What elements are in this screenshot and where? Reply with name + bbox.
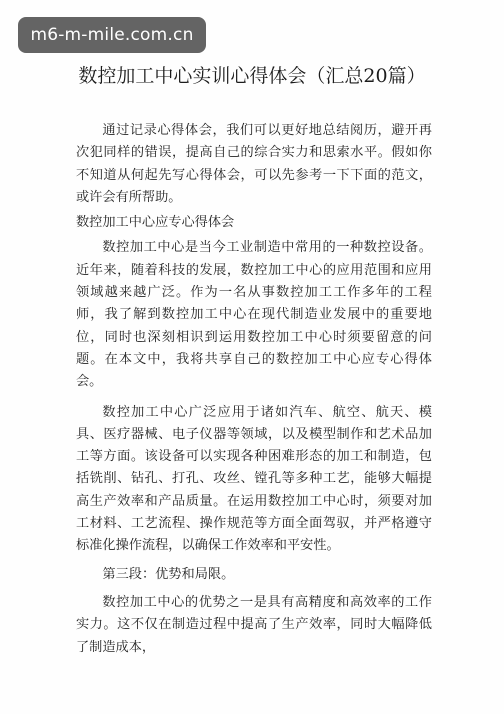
intro-paragraph: 通过记录心得体会，我们可以更好地总结阅历，避开再次犯同样的错误，提高自己的综合实力和思索水平。假如你不知道从何起先写心得体会，可以先参考一下下面的范文，或许会有所帮助。 <box>76 123 432 205</box>
body-paragraph: 数控加工中心是当今工业制造中常用的一种数控设备。近年来，随着科技的发展，数控加工中心的应用范围和应用领域越来越广泛。作为一名从事数控加工工作多年的工程师，我了解到数控加工中心在现代制造业发展中的重要地位，同时也深刻相识到运用数控加工中心时须要留意的问题。在本文中，我将共享自己的数控加工中心应专心得体会。 <box>76 240 432 390</box>
closing-paragraph: 数控加工中心的优势之一是具有高精度和高效率的工作实力。这不仅在制造过程中提高了生产效率，同时大幅降低了制造成本， <box>76 594 432 655</box>
section-heading: 数控加工中心应专心得体会 <box>76 215 235 231</box>
document-title: 数控加工中心实训心得体会（汇总20篇） <box>78 65 426 87</box>
site-watermark: m6-m-mile.com.cn <box>18 17 206 53</box>
document-body <box>76 120 432 659</box>
step-heading: 第三段：优势和局限。 <box>102 566 235 582</box>
body-paragraph: 数控加工中心广泛应用于诸如汽车、航空、航天、模具、医疗器械、电子仪器等领域，以及模型制作和艺术品加工等方面。该设备可以实现各种困难形态的加工和制造，包括铣削、钻孔、打孔、攻丝、镗孔等多种工艺，能够大幅提高生产效率和产品质量。在运用数控加工中心时，须要对加工材料、工艺流程、操作规范等方面全面驾驭，并严格遵守标准化操作流程，以确保工作效率和平安性。 <box>76 404 432 554</box>
